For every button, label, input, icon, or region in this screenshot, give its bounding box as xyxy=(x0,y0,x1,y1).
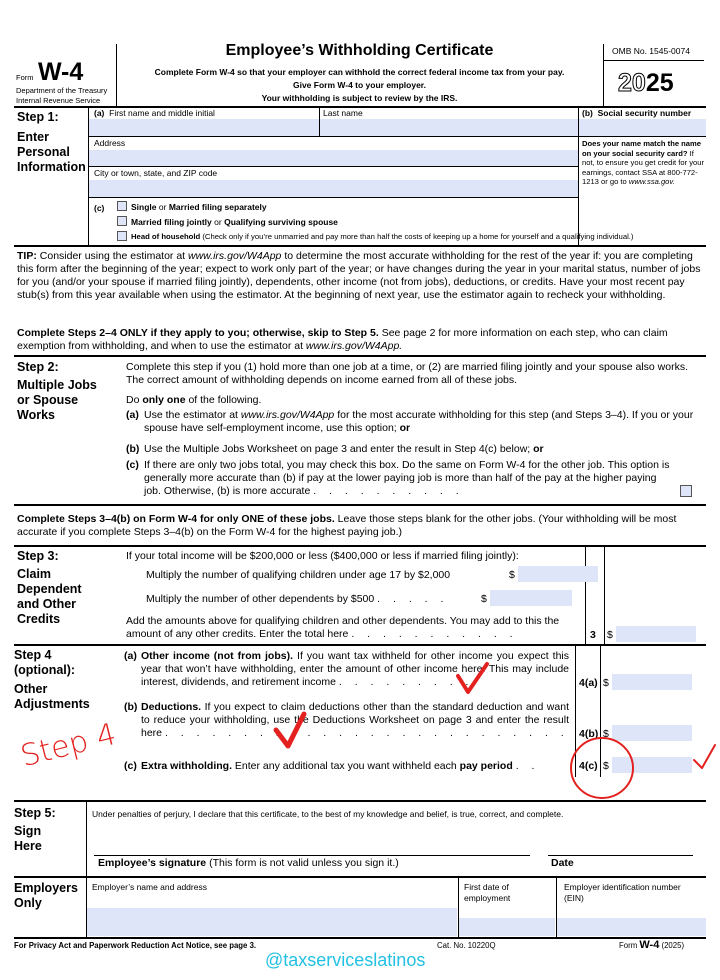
employer-name-label: Employer’s name and address xyxy=(92,882,207,892)
step3-intro: If your total income will be $200,000 or less ($400,000 or less if married filing jointly): xyxy=(126,550,519,562)
omb-number: OMB No. 1545-0074 xyxy=(612,46,690,56)
step3-children-label: Multiply the number of qualifying children under age 17 by $2,000 xyxy=(146,569,451,581)
ssa-link[interactable]: www.ssa.gov. xyxy=(628,177,675,187)
text-bold: Deductions. xyxy=(141,701,202,713)
instruction-line: Complete Form W-4 so that your employer can withhold the correct federal income tax from your pay. xyxy=(154,67,565,77)
text: of the following. xyxy=(188,394,262,406)
complete-text: See page 2 for more information on each step, who can claim exemption from withholding, and when to use the estimator at xyxy=(17,327,668,352)
complete-bold: Complete Steps 2–4 ONLY if they apply to you; otherwise, skip to Step 5. xyxy=(17,327,379,339)
step4-b-letter: (b) xyxy=(124,701,138,713)
form-word: Form xyxy=(16,73,34,82)
text: If you expect to claim deductions other than the standard deduction and want to reduce your withholding, use the Deductions Worksheet on page 3 and enter the result here xyxy=(141,701,569,739)
dollar-sign: $ xyxy=(509,569,515,581)
year-outline: 20 xyxy=(618,69,646,97)
line-3-number: 3 xyxy=(590,629,596,641)
dollar-sign: $ xyxy=(603,760,609,772)
date-label: Date xyxy=(551,857,574,869)
perjury-statement: Under penalties of perjury, I declare that this certificate, to the best of my knowledge and belief, is true, correct, and complete. xyxy=(92,809,564,819)
text: (2025) xyxy=(661,941,685,950)
step1-label: Step 1: xyxy=(17,110,59,124)
year-bold: 25 xyxy=(645,69,674,97)
opt-mid: or xyxy=(158,202,167,212)
letter: (a) xyxy=(94,108,105,118)
irs-name: Internal Revenue Service xyxy=(16,96,101,105)
text-bold: or xyxy=(533,443,544,455)
opt-bold: Single xyxy=(131,202,157,212)
text: Multiply the number of other dependents by $500 xyxy=(146,593,375,605)
department: Department of the Treasury xyxy=(16,86,108,95)
text: Use the Multiple Jobs Worksheet on page 3 and enter the result in Step 4(c) below; xyxy=(144,443,531,455)
step1-title: Enter Personal Information xyxy=(17,130,86,174)
opt-mid: or xyxy=(214,217,222,227)
letter: (b) xyxy=(582,108,593,118)
tip-bold: TIP: xyxy=(17,250,37,262)
estimator-link[interactable]: www.irs.gov/W4App xyxy=(240,409,335,421)
text: If you want tax withheld for other income you expect this year that won’t have withholding, enter the amount of other income here. This may include interest, dividends, and retirement income xyxy=(141,650,569,688)
checkmark-icon xyxy=(458,664,487,692)
step3-title: Claim Dependent and Other Credits xyxy=(17,567,82,626)
text: Add the amounts above for qualifying children and other dependents. You may add to this the amount of any other credits. Enter the total here xyxy=(126,615,560,640)
form-title: Employee’s Withholding Certificate xyxy=(225,42,494,59)
opt-bold: Married filing jointly xyxy=(131,217,212,227)
opt-bold: Married filing separately xyxy=(168,202,267,212)
step2-c-letter: (c) xyxy=(126,459,139,471)
checkmark-icon xyxy=(694,745,715,768)
leader-dots: . . . . . . . . . xyxy=(338,676,474,688)
text: (This form is not valid unless you sign it.) xyxy=(209,857,399,869)
step2-a-letter: (a) xyxy=(126,409,139,421)
line-4a-number: 4(a) xyxy=(579,677,598,689)
step2-label: Step 2: xyxy=(17,360,59,374)
leader-dots: . . . . . xyxy=(377,593,449,605)
line-4c-number: 4(c) xyxy=(579,760,598,772)
step3-label: Step 3: xyxy=(17,549,59,563)
filing-status-letter: (c) xyxy=(94,203,105,213)
text: Form xyxy=(619,941,638,950)
ssn-note-text: If not, to ensure you get credit for your earnings, contact SSA at 800-772-1213 or go to xyxy=(582,148,704,187)
step2-title: Multiple Jobs or Spouse Works xyxy=(17,378,97,422)
text: for the most accurate withholding for this step (and Steps 3–4). If you or your spouse have self-employment income, use this option; xyxy=(144,409,694,434)
step2-b-letter: (b) xyxy=(126,443,140,455)
catalog-number: Cat. No. 10220Q xyxy=(437,941,496,950)
dollar-sign: $ xyxy=(603,677,609,689)
dollar-sign: $ xyxy=(603,728,609,740)
first-date-label: First date of employment xyxy=(464,882,511,903)
leader-dots: . . . . . . . . . . . xyxy=(351,628,518,640)
step4-c-letter: (c) xyxy=(124,760,137,772)
label-text: First name and middle initial xyxy=(109,108,215,118)
text: If there are only two jobs total, you may check this box. Do the same on Form W-4 for the other job. This option is generally more accurate than (b) if pay at the lower paying job is more than half of the pay at the higher paying job. Otherwise, (b) is more accurate xyxy=(144,459,670,497)
instruction-line: Give Form W-4 to your employer. xyxy=(292,80,427,90)
text-bold: Extra withholding. xyxy=(141,760,232,772)
instruction-line: Your withholding is subject to review by the IRS. xyxy=(261,93,458,103)
watermark: @taxserviceslatinos xyxy=(265,950,426,970)
opt-bold: Qualifying surviving spouse xyxy=(224,217,338,227)
dollar-sign: $ xyxy=(607,629,613,641)
step4-label: Step 4 (optional): xyxy=(14,648,76,677)
text-bold: pay period xyxy=(459,760,513,772)
text-bold: Employee’s signature xyxy=(98,857,207,869)
complete-text: Leave those steps blank for the other jobs. (Your withholding will be most accurate if you complete Steps 3–4(b) on the Form W-4 for the highest paying job.) xyxy=(17,513,677,538)
dollar-sign: $ xyxy=(481,593,487,605)
text: Do xyxy=(126,394,140,406)
text-bold: or xyxy=(399,422,411,434)
text: Enter any additional tax you want withheld each xyxy=(234,760,457,772)
handwritten-step4: Step 4 xyxy=(17,716,120,775)
step5-title: Sign Here xyxy=(14,824,42,853)
employers-only-title: Employers Only xyxy=(14,881,78,910)
estimator-link[interactable]: www.irs.gov/W4App xyxy=(188,250,282,262)
line-4b-number: 4(b) xyxy=(579,728,599,740)
opt-bold: Head of household xyxy=(131,232,201,241)
form-number: W-4 xyxy=(37,58,84,86)
complete-bold: Complete Steps 3–4(b) on Form W-4 for only ONE of these jobs. xyxy=(17,513,335,525)
leader-dots: . . xyxy=(515,760,540,772)
text-bold: only one xyxy=(142,394,186,406)
step5-label: Step 5: xyxy=(14,806,56,820)
tip-text: to determine the most accurate withholding for the rest of the year if: you are completing this form after the beginning of the year; expect to work only part of the year; or have changes during the year in your marital status, number of jobs for you (and/or your spouse if married filing jointly), dependents, other income (not from jobs), deductions, or credits. Have your most recent pay stub(s) from this year available when using the estimator. At the beginning of next year, use the estimator again to recheck your withholding. xyxy=(17,250,701,301)
tip-text: Consider using the estimator at xyxy=(39,250,186,262)
step4-a-letter: (a) xyxy=(124,650,137,662)
leader-dots: . . . . . . . . . . xyxy=(313,485,464,497)
text-bold: Other income (not from jobs). xyxy=(141,650,294,662)
circle-highlight-icon xyxy=(571,738,633,798)
text-bold: W-4 xyxy=(639,939,660,951)
ein-label: Employer identification number (EIN) xyxy=(564,882,681,903)
step4-title: Other Adjustments xyxy=(14,682,90,711)
checkmark-icon xyxy=(276,714,304,746)
last-name-label: Last name xyxy=(323,108,363,118)
label-text: Social security number xyxy=(597,108,692,118)
city-label: City or town, state, and ZIP code xyxy=(94,168,218,178)
address-label: Address xyxy=(94,138,126,148)
estimator-link[interactable]: www.irs.gov/W4App. xyxy=(305,340,403,352)
opt-text: (Check only if you’re unmarried and pay more than half the costs of keeping up a home for yourself and a qualifying individual.) xyxy=(202,232,634,241)
ssn-note-bold: Does your name match the name on your social security card? xyxy=(582,139,702,158)
text: Use the estimator at xyxy=(144,409,238,421)
leader-dots: . . . . . . . . . . . . . . . . . . . . . . . . . . xyxy=(164,727,569,739)
privacy-notice: For Privacy Act and Paperwork Reduction Act Notice, see page 3. xyxy=(14,941,257,950)
step2-intro: Complete this step if you (1) hold more than one job at a time, or (2) are married filing jointly and your spouse also works. The correct amount of withholding depends on income earned from all of these jobs. xyxy=(126,361,689,386)
